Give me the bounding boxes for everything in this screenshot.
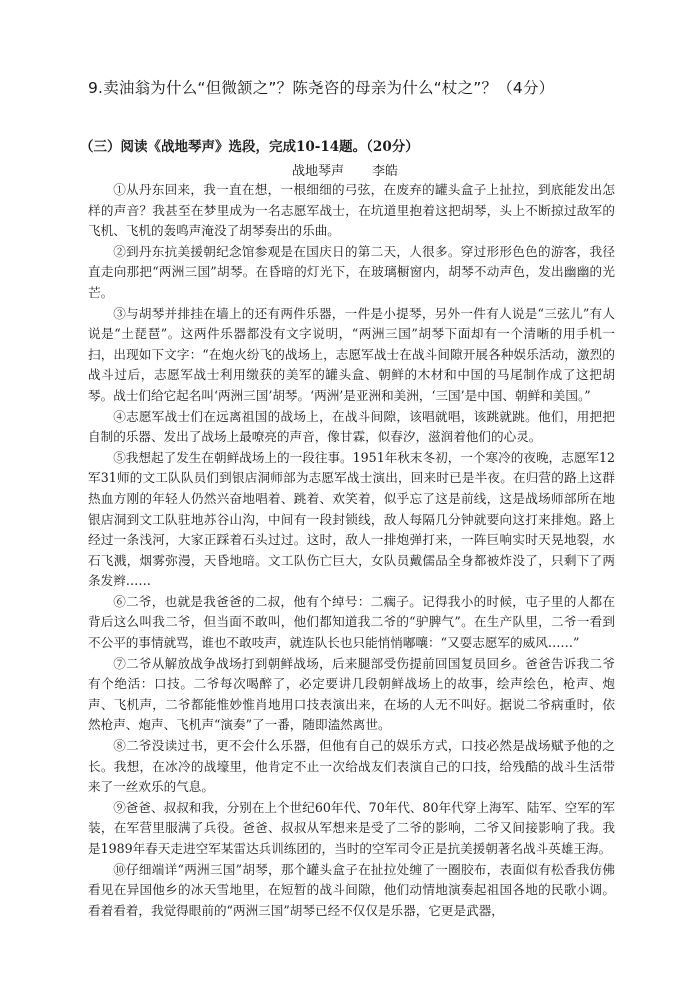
paragraph-7: ⑦二爷从解放战争战场打到朝鲜战场，后来腿部受伤提前回国复员回乡。爸爸告诉我二爷有个绝活：口技。二爷每次喝醉了，必定要讲几段朝鲜战场上的故事，绘声绘色，枪声、炮声、飞机声，二爷都能惟妙惟肖地用口技表演出来，在场的人无不叫好。据说二爷病重时，依然枪声、炮声、飞机声“演奏”了一番，随即溘然离世。: [88, 655, 615, 733]
article-body: [88, 180, 615, 921]
article-title-line: [292, 160, 398, 179]
article-author: 李皓: [372, 164, 399, 179]
paragraph-2: ②到丹东抗美援朝纪念馆参观是在国庆日的第二天，人很多。穿过形形色色的游客，我径直走向那把“两洲三国”胡琴。在昏暗的灯光下，在玻璃橱窗内，胡琴不动声色，发出幽幽的光芒。: [88, 243, 615, 300]
paragraph-4: ④志愿军战士们在远离祖国的战场上，在战斗间隙，该唱就唱，该跳就跳。他们，用把把自制的乐器、发出了战场上最嘹亮的声音，像甘霖，似春汐，滋润着他们的心灵。: [88, 408, 615, 445]
paragraph-3: ③与胡琴并排挂在墙上的还有两件乐器，一件是小提琴，另外一件有人说是“三弦儿”有人说是“土琵琶”。这两件乐器都没有文字说明，“两洲三国”胡琴下面却有一个清晰的用手机一扫，出现如下文字：“在炮火纷飞的战场上，志愿军战士在战斗间隙开展各种娱乐活动，激烈的战斗过后，志愿军战士利用缴获的美军的罐头盒、朝鲜的木材和中国的马尾制作成了这把胡琴。战士们给它起名叫‘两洲三国’胡琴。‘两洲’是亚洲和美洲，‘三国’是中国、朝鲜和美国。”: [88, 305, 615, 403]
paragraph-10: ⑩仔细端详“两洲三国”胡琴，那个罐头盒子在扯拉处缠了一圈胶布，表面似有松香我仿佛看见在异国他乡的冰天雪地里，在短暂的战斗间隙，他们动情地演奏起祖国各地的民歌小调。看着看着，我觉得眼前的“两洲三国”胡琴已经不仅仅是乐器，它更是武器，: [88, 861, 615, 918]
paragraph-9: ⑨爸爸、叔叔和我，分别在上个世纪60年代、70年代、80年代穿上海军、陆军、空军的军装，在军营里服满了兵役。爸爸、叔叔从军想来是受了二爷的影响，二爷又间接影响了我。我是1989年春天走进空军某雷达兵训练团的，当时的空军司令正是抗美援朝著名战斗英雄王海。: [88, 799, 615, 856]
paragraph-5: ⑤我想起了发生在朝鲜战场上的一段往事。1951年秋末冬初，一个寒冷的夜晚，志愿军12军31师的文工队队员们到银店洞师部为志愿军战士演出，回来时已是半夜。在归营的路上这群热血方刚的年轻人仍然兴奋地唱着、跳着、欢笑着，似乎忘了这是前线，这是战场师部所在地银店洞到文工队驻地苏谷山沟，中间有一段封锁线，敌人每隔几分钟就要向这打来排炮。路上经过一条浅河，大家正踩着石头过过。这时，敌人一排炮弹打来，一阵巨响实时天晃地裂，水石飞溅，烟雾弥漫，天昏地暗。文工队伤亡巨大，女队员戴儒品全身都被炸没了，只剩下了两条发辫……: [88, 449, 615, 589]
section-heading: （三）阅读《战地琴声》选段，完成10-14题。（20分）: [80, 139, 419, 155]
article-title: 战地琴声: [292, 164, 345, 179]
question-9: 9.卖油翁为什么“但微颔之”？陈尧咨的母亲为什么“杖之”？（4分）: [88, 79, 555, 97]
paragraph-1: ①从丹东回来，我一直在想，一根细细的弓弦，在废弃的罐头盒子上扯拉，到底能发出怎样的声音？我甚至在梦里成为一名志愿军战士，在坑道里抱着这把胡琴，头上不断掠过敌军的飞机、飞机的轰鸣声淹没了胡琴奏出的乐曲。: [88, 182, 615, 239]
paragraph-6: ⑥二爷，也就是我爸爸的二叔，他有个绰号：二瘸子。记得我小的时候，屯子里的人都在背后这么叫我二爷，但当面不敢叫，他们都知道我二爷的“驴脾气”。在生产队里，二爷一看到不公平的事情就骂，谁也不敢吱声，就连队长也只能悄悄嘟嚷：“又耍志愿军的威风……”: [88, 593, 615, 651]
paragraph-8: ⑧二爷没读过书，更不会什么乐器，但他有自己的娱乐方式，口技必然是战场赋予他的之长。我想，在冰冷的战壕里，他肯定不止一次给战友们表演自己的口技，给残酷的战斗生活带来了一丝欢乐的气息。: [88, 738, 615, 795]
